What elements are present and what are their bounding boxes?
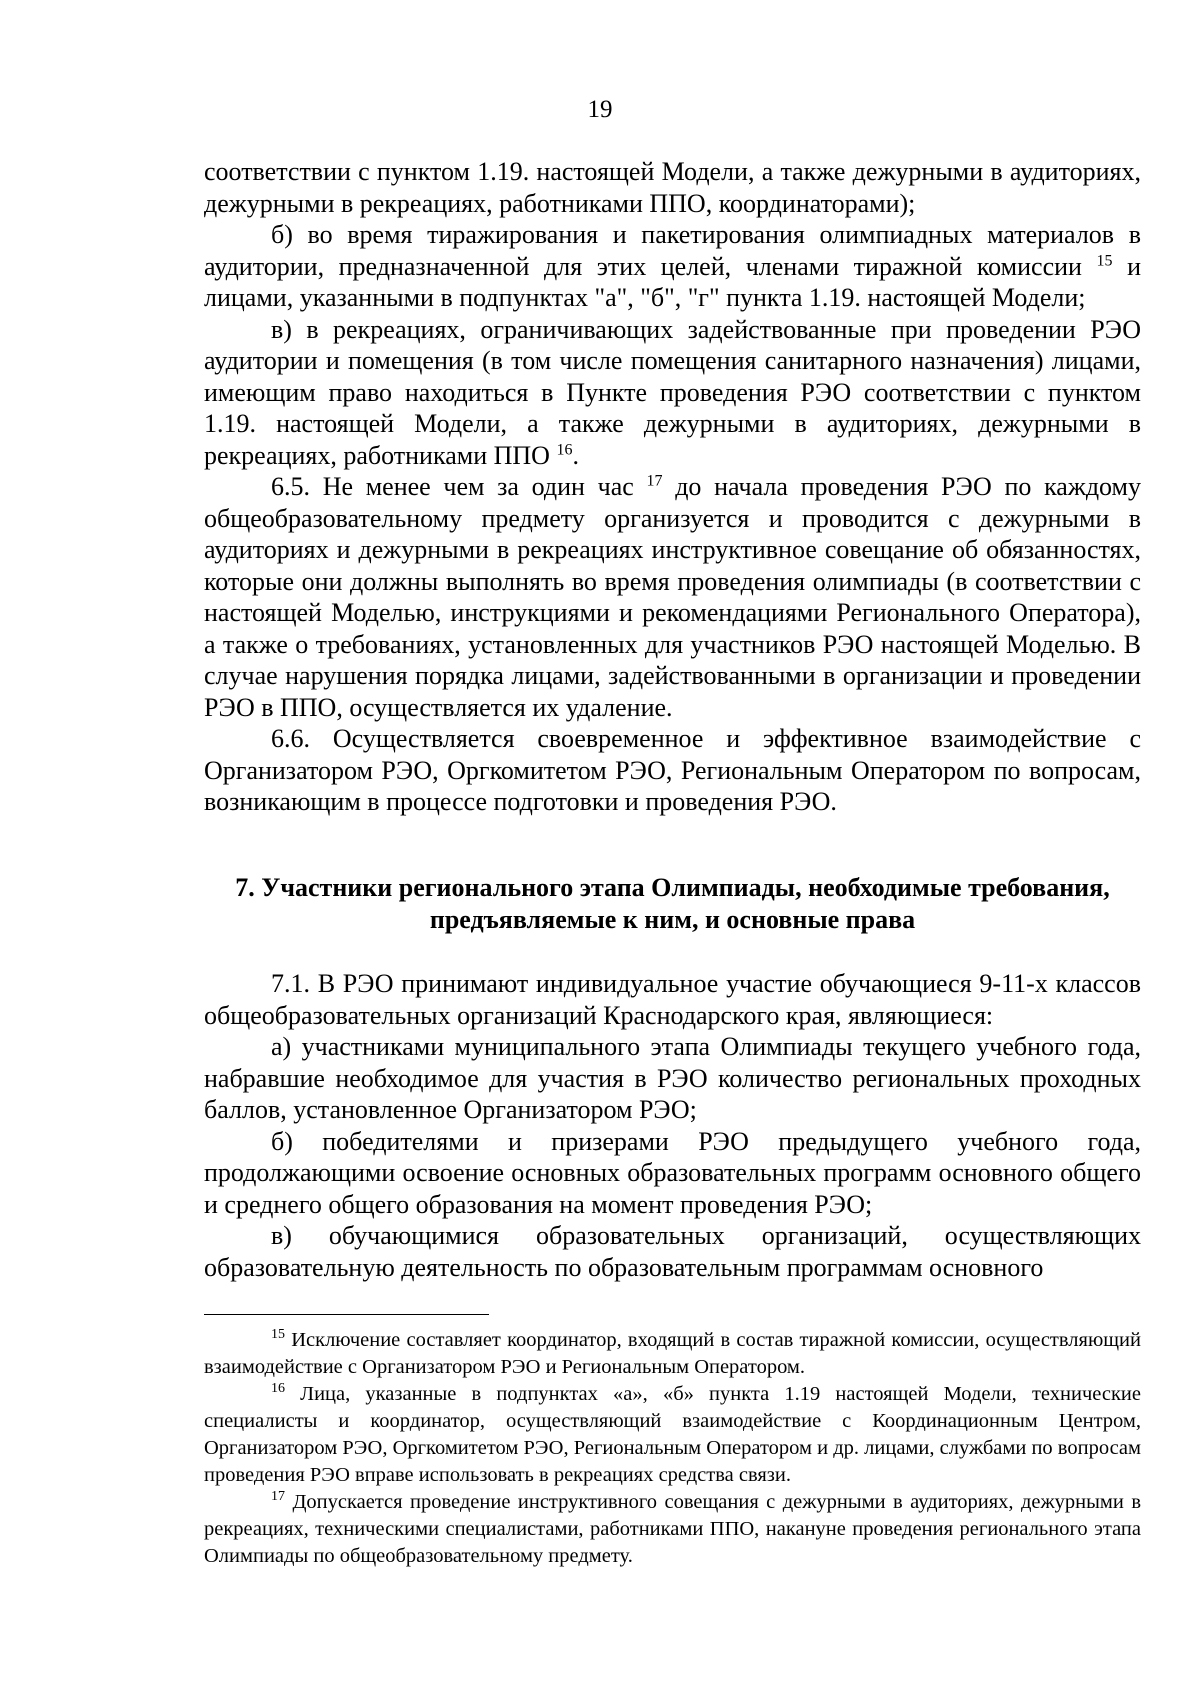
paragraph-6-5 (204, 471, 1141, 723)
paragraph-7-1-a: а) участниками муниципального этапа Олимпиады текущего учебного года, набравшие необходимое для участия в РЭО количество региональных проходных баллов, установленное Организатором РЭО; (204, 1032, 1141, 1124)
paragraph-7-1-b: б) победителями и призерами РЭО предыдущего учебного года, продолжающими освоение основных образовательных программ основного общего и среднего общего образования на момент проведения РЭО; (204, 1126, 1141, 1219)
footnote-separator (204, 1314, 489, 1315)
footnote-16 (204, 1381, 1141, 1489)
paragraph-6-4-v (204, 314, 1141, 472)
page-number: 19 (587, 96, 613, 123)
paragraph-text: 6.5. Не менее чем за один час (271, 472, 634, 501)
paragraph-text: . (572, 440, 579, 470)
paragraph-continuation: соответствии с пунктом 1.19. настоящей Модели, а также дежурными в аудиториях, дежурными в рекреациях, работниками ППО, координаторами); (204, 157, 1141, 218)
paragraph-text: б) во время тиражирования и пакетирования олимпиадных материалов в аудитории, предназначенной для этих целей, членами тиражной комиссии (204, 220, 1141, 281)
footnote-text: Лица, указанные в подпунктах «а», «б» пункта 1.19 настоящей Модели, технические специалисты и координатор, осуществляющий взаимодействие с Координационным Центром, Организатором РЭО, Оргкомитетом РЭО, Региональным Оператором и др. лицами, службами по вопросам проведения РЭО вправе использовать в рекреациях средства связи. (204, 1383, 1141, 1486)
paragraph-6-6: 6.6. Осуществляется своевременное и эффективное взаимодействие с Организатором РЭО, Оргкомитетом РЭО, Региональным Оператором по вопросам, возникающим в процессе подготовки и проведения РЭО. (204, 724, 1141, 816)
footnote-number: 17 (271, 1489, 285, 1505)
footnote-15 (204, 1327, 1141, 1381)
heading-line-2: предъявляемые к ним, и основные права (429, 905, 916, 934)
paragraph-text: в) в рекреациях, ограничивающих задействованные при проведении РЭО аудитории и помещения (в том числе помещения санитарного назначения) лицами, имеющим право находиться в Пункте проведения РЭО соответствии с пунктом 1.19. настоящей Модели, а также дежурными в аудиториях, дежурными в рекреациях, работниками ППО (204, 314, 1141, 470)
paragraph-text: и лицами, указанными в подпунктах "а", "б", "г" пункта 1.19. настоящей Модели; (204, 251, 1141, 312)
footnote-ref-16[interactable]: 16 (556, 440, 573, 458)
footnote-number: 16 (271, 1381, 285, 1397)
paragraph-text: до начала проведения РЭО по каждому общеобразовательному предмету организуется и проводится с дежурными в аудиториях и дежурными в рекреациях инструктивное совещание об обязанностях, которые они должны выполнять во время проведения олимпиады (в соответствии с настоящей Моделью, инструкциями и рекомендациями Регионального Оператора), а также о требованиях, установленных для участников РЭО настоящей Моделью. В случае нарушения порядка лицами, задействованными в организации и проведении РЭО в ППО, осуществляется их удаление. (204, 472, 1141, 722)
paragraph-7-1: 7.1. В РЭО принимают индивидуальное участие обучающиеся 9-11-х классов общеобразовательных организаций Краснодарского края, являющиеся: (204, 969, 1141, 1030)
heading-line-1: 7. Участники регионального этапа Олимпиады, необходимые требования, (235, 873, 1110, 902)
section-7-heading (204, 872, 1141, 936)
paragraph-6-4-b (204, 219, 1141, 314)
footnote-ref-15[interactable]: 15 (1096, 251, 1113, 269)
footnote-text: Исключение составляет координатор, входящий в состав тиражной комиссии, осуществляющий взаимодействие с Организатором РЭО и Региональным Оператором. (204, 1329, 1141, 1378)
footnote-ref-17[interactable]: 17 (646, 472, 663, 490)
section-7-text (204, 968, 1141, 1283)
section-6-text (204, 156, 1141, 818)
paragraph-7-1-v: в) обучающимися образовательных организаций, осуществляющих образовательную деятельность по образовательным программам основного (204, 1221, 1141, 1282)
footnotes (204, 1327, 1141, 1570)
footnote-17 (204, 1489, 1141, 1570)
footnote-text: Допускается проведение инструктивного совещания с дежурными в аудиториях, дежурными в рекреациях, техническими специалистами, работниками ППО, накануне проведения регионального этапа Олимпиады по общеобразовательному предмету. (204, 1491, 1141, 1567)
footnote-number: 15 (271, 1327, 285, 1343)
